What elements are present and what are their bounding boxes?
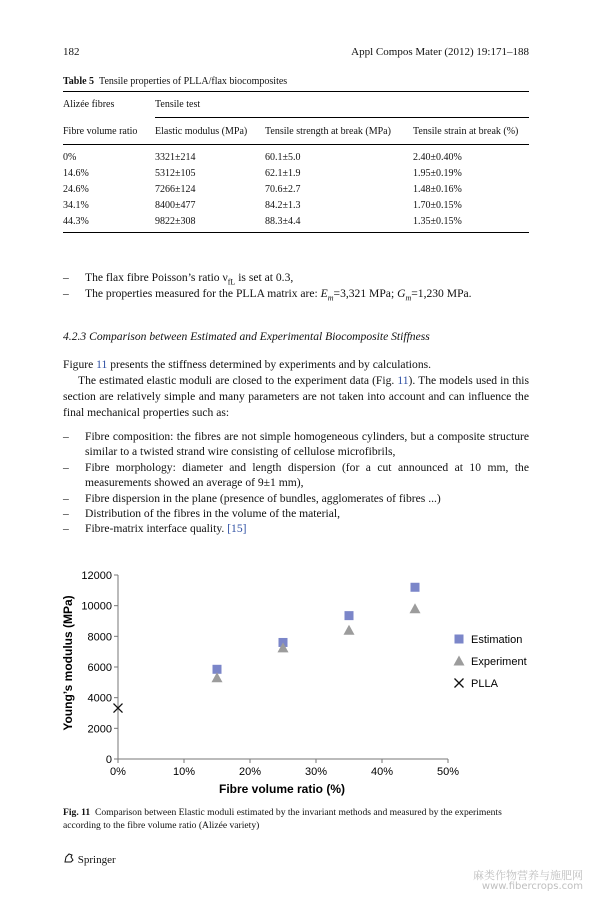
bullet-dash: – bbox=[63, 492, 69, 505]
table-cell: 8400±477 bbox=[155, 200, 196, 211]
watermark-url: www.fibercrops.com bbox=[481, 881, 583, 892]
paragraph-1 bbox=[63, 357, 529, 373]
table-caption bbox=[63, 76, 287, 87]
figure-caption-label: Fig. 11 bbox=[63, 807, 91, 818]
table-cell: 34.1% bbox=[63, 200, 89, 211]
bullet-text: =3,321 MPa; bbox=[333, 287, 398, 300]
legend-plla-label: PLLA bbox=[471, 678, 498, 690]
table-cell: 9822±308 bbox=[155, 216, 196, 227]
bullet-dash: – bbox=[63, 522, 69, 535]
figure-caption bbox=[63, 806, 529, 832]
gm-symbol: G bbox=[397, 287, 406, 300]
table-cell: 84.2±1.3 bbox=[265, 200, 301, 211]
table-col-header: Tensile strain at break (%) bbox=[413, 126, 519, 137]
table-bottom-rule bbox=[63, 232, 529, 233]
y-axis-label: Young’s modulus (MPa) bbox=[61, 595, 75, 731]
figure-link[interactable]: 11 bbox=[397, 374, 409, 387]
x-tick-label: 30% bbox=[304, 766, 328, 778]
table-cell: 2.40±0.40% bbox=[413, 152, 462, 163]
y-tick-label: 10000 bbox=[81, 600, 112, 613]
x-tick-label: 10% bbox=[172, 766, 196, 778]
table-cell: 62.1±1.9 bbox=[265, 168, 301, 179]
table-cell: 88.3±4.4 bbox=[265, 216, 301, 227]
citation-link[interactable]: [15] bbox=[227, 522, 247, 535]
bullet-dash: – bbox=[63, 271, 69, 284]
x-tick-label: 0% bbox=[110, 766, 126, 778]
table-top-rule bbox=[63, 91, 529, 92]
paragraph-text: presents the stiffness determined by experiments and by calculations. bbox=[107, 358, 432, 371]
table-group-header-test: Tensile test bbox=[155, 99, 201, 110]
table-col-header: Fibre volume ratio bbox=[63, 126, 138, 137]
table-cell: 24.6% bbox=[63, 184, 89, 195]
x-axis-label: Fibre volume ratio (%) bbox=[218, 782, 346, 796]
bullet-dash: – bbox=[63, 507, 69, 520]
list-item-text: Fibre morphology: diameter and length dispersion (for a cut announced at 10 mm, the measurements showed an average of 9±1 mm), bbox=[85, 461, 529, 489]
table-cell: 70.6±2.7 bbox=[265, 184, 301, 195]
figure-link[interactable]: 11 bbox=[96, 358, 108, 371]
experiment-point bbox=[410, 603, 421, 613]
y-tick-label: 8000 bbox=[87, 631, 112, 644]
paragraph-text: ). The models used in this section are relatively simple and many parameters are not taken into account and can influence the final mechanical properties such as: bbox=[63, 374, 530, 419]
experiment-point bbox=[344, 625, 355, 635]
paragraph-text: Figure bbox=[63, 358, 97, 371]
table-cell: 3321±214 bbox=[155, 152, 196, 163]
legend-experiment-marker bbox=[454, 656, 465, 666]
table-cell: 14.6% bbox=[63, 168, 89, 179]
legend-estimation-label: Estimation bbox=[471, 634, 523, 646]
table-cell: 1.70±0.15% bbox=[413, 200, 462, 211]
page-number: 182 bbox=[63, 46, 80, 58]
watermark-chinese: 麻类作物营养与施肥网 bbox=[473, 869, 583, 882]
modulus-chart bbox=[55, 563, 535, 798]
y-tick-label: 2000 bbox=[87, 723, 112, 736]
table-caption-label: Table 5 bbox=[63, 76, 95, 87]
list-item-text: Fibre dispersion in the plane (presence of bundles, agglomerates of fibres ...) bbox=[85, 492, 441, 505]
table-caption-text: Tensile properties of PLLA/flax biocomposites bbox=[99, 76, 288, 87]
chart-legend bbox=[454, 634, 527, 690]
table-group-rule bbox=[155, 117, 529, 118]
springer-horse-icon bbox=[63, 852, 75, 864]
list-item-text: Distribution of the fibres in the volume of the material, bbox=[85, 507, 341, 520]
bullet-text: The flax fibre Poisson’s ratio bbox=[85, 271, 223, 284]
legend-estimation-marker bbox=[455, 635, 464, 644]
paragraph-text: The estimated elastic moduli are closed to the experiment data (Fig. bbox=[78, 374, 398, 387]
em-subscript: m bbox=[327, 293, 334, 303]
chart-axes bbox=[81, 570, 459, 778]
figure-caption-text: Comparison between Elastic moduli estimated by the invariant methods and measured by the experiments according to the fibre volume ratio (Alizée variety) bbox=[63, 807, 502, 831]
y-tick-label: 4000 bbox=[87, 692, 112, 705]
estimation-point bbox=[411, 583, 420, 592]
em-symbol: E bbox=[320, 287, 328, 300]
table-cell: 1.48±0.16% bbox=[413, 184, 462, 195]
nu-symbol: ν bbox=[222, 271, 228, 284]
x-tick-label: 20% bbox=[238, 766, 262, 778]
table-cell: 60.1±5.0 bbox=[265, 152, 301, 163]
journal-reference: Appl Compos Mater (2012) 19:171–188 bbox=[351, 46, 529, 58]
table-col-header: Elastic modulus (MPa) bbox=[155, 126, 248, 137]
bullet-dash: – bbox=[63, 287, 69, 300]
bullet-dash: – bbox=[63, 461, 69, 474]
table-group-header-fibres: Alizée fibres bbox=[63, 99, 115, 110]
bullet-dash: – bbox=[63, 430, 69, 443]
table-cell: 0% bbox=[63, 152, 77, 163]
table-cell: 5312±105 bbox=[155, 168, 196, 179]
y-tick-label: 12000 bbox=[81, 570, 112, 582]
gm-subscript: m bbox=[405, 293, 412, 303]
paragraph-2 bbox=[63, 373, 529, 420]
y-tick-label: 0 bbox=[105, 754, 112, 766]
table-col-header: Tensile strength at break (MPa) bbox=[265, 126, 391, 137]
springer-logo bbox=[63, 852, 116, 866]
section-title: 4.2.3 Comparison between Estimated and Experimental Biocomposite Stiffness bbox=[63, 330, 430, 343]
table-cell: 7266±124 bbox=[155, 184, 196, 195]
estimation-point bbox=[345, 611, 354, 620]
table-cell: 44.3% bbox=[63, 216, 89, 227]
publisher-name: Springer bbox=[77, 854, 116, 866]
list-item-text: Fibre composition: the fibres are not simple homogeneous cylinders, but a composite structure similar to a twisted strand wire consisting of cellulose microfibrils, bbox=[85, 430, 529, 458]
table-cell: 1.95±0.19% bbox=[413, 168, 462, 179]
x-tick-label: 50% bbox=[436, 766, 460, 778]
list-item-text: Fibre-matrix interface quality. bbox=[85, 522, 228, 535]
nu-subscript: fL bbox=[227, 277, 236, 287]
bullet-text: is set at 0.3, bbox=[235, 271, 294, 284]
table-cell: 1.35±0.15% bbox=[413, 216, 462, 227]
x-tick-label: 40% bbox=[370, 766, 394, 778]
legend-experiment-label: Experiment bbox=[471, 656, 527, 668]
chart-marks bbox=[114, 583, 421, 713]
bullet-text: The properties measured for the PLLA matrix are: bbox=[85, 287, 321, 300]
table-header-rule bbox=[63, 144, 529, 145]
y-tick-label: 6000 bbox=[87, 662, 112, 674]
bullet-text: =1,230 MPa. bbox=[411, 287, 472, 300]
legend-plla-marker bbox=[455, 679, 464, 688]
